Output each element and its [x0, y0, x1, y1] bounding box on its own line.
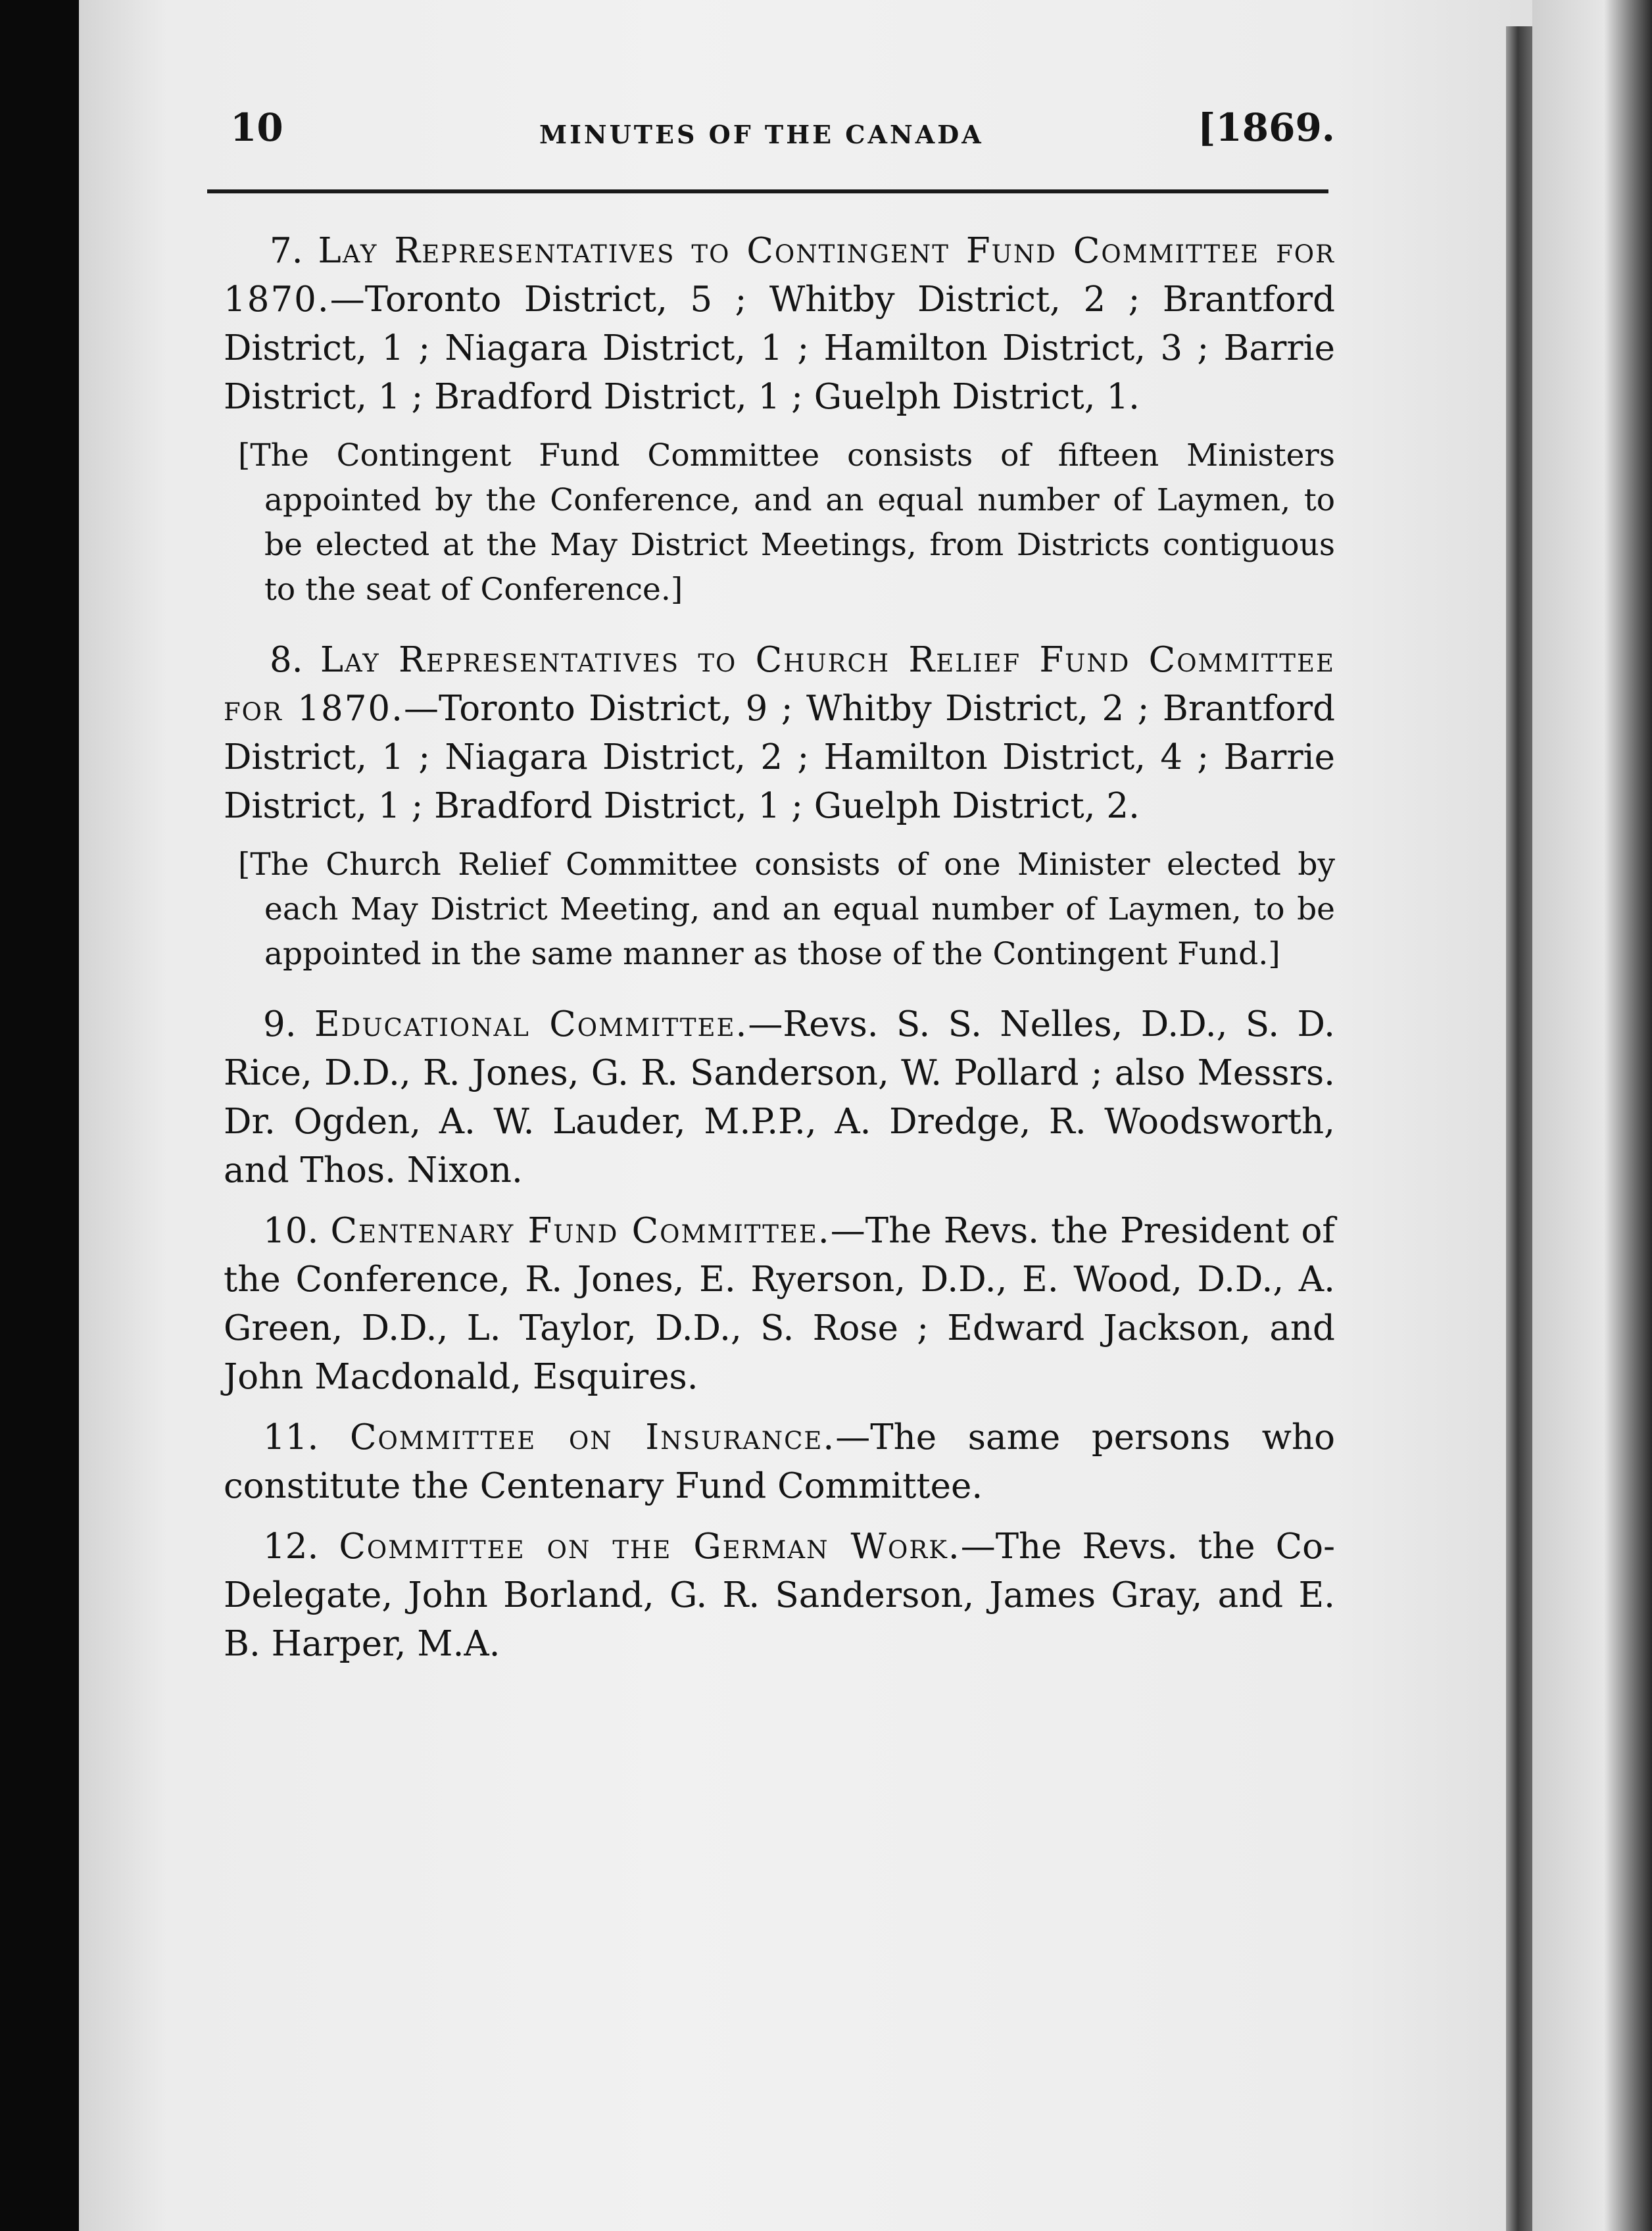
section-text: —The Revs. the Co-Delegate, John Borland, G. R. Sanderson, James Gray, and E. B. Harper, M.A. [224, 1527, 1335, 1664]
header-rule [207, 189, 1328, 193]
section-text: —Toronto District, 5 ; Whitby District, 2 ; Brantford District, 1 ; Niagara District, 1 ; Hamilton District, 3 ; Barrie District, 1 ; Bradford District, 1 ; Guelph District, 1. [224, 280, 1335, 417]
page-year: [1869. [1197, 105, 1335, 150]
section-8 [224, 636, 1335, 831]
section-9 [224, 1000, 1335, 1195]
section-title: Committee on the German Work. [339, 1527, 961, 1567]
section-text: —Toronto District, 9 ; Whitby District, 2 ; Brantford District, 1 ; Niagara District, 2 ; Hamilton District, 4 ; Barrie District, 1 ; Bradford District, 1 ; Guelph District, 2. [224, 689, 1335, 826]
section-title: Centenary Fund Committee. [330, 1211, 831, 1251]
section-number: 11. [263, 1417, 319, 1458]
section-10 [224, 1207, 1335, 1402]
section-text: —The same persons who constitute the Centenary Fund Committee. [224, 1417, 1335, 1506]
section-number: 12. [263, 1527, 319, 1567]
section-number: 9. [263, 1004, 297, 1044]
facing-page-edge [1532, 0, 1652, 2231]
section-12 [224, 1523, 1335, 1669]
running-title: MINUTES OF THE CANADA [539, 120, 984, 149]
section-text: —Revs. S. S. Nelles, D.D., S. D. Rice, D.D., R. Jones, G. R. Sanderson, W. Pollard ; also Messrs. Dr. Ogden, A. W. Lauder, M.P.P., A. Dredge, R. Woodsworth, and Thos. Nixon. [224, 1004, 1335, 1190]
page-header [230, 105, 1335, 158]
section-title: Committee on Insurance. [349, 1417, 836, 1458]
section-8-note: [The Church Relief Committee consists of one Minister elected by each May District Meeting, and an equal number of Laymen, to be appointed in the same manner as those of the Contingent Fund.] [238, 846, 1335, 972]
section-7-note: [The Contingent Fund Committee consists of fifteen Ministers appointed by the Conference, and an equal number of Laymen, to be elected at the May District Meetings, from Districts contiguous to the seat of Conference.] [238, 437, 1335, 608]
section-7 [224, 227, 1335, 422]
page-body [224, 227, 1335, 1680]
book-spine [1506, 26, 1532, 2231]
section-title: Lay Representatives to Church Relief Fund Committee for 1870. [224, 640, 1335, 729]
section-title: Lay Representatives to Contingent Fund Committee for 1870. [224, 231, 1335, 320]
page-number: 10 [230, 105, 283, 150]
section-number: 8. [270, 640, 303, 680]
section-number: 10. [263, 1211, 319, 1251]
section-number: 7. [270, 231, 303, 271]
section-11 [224, 1413, 1335, 1511]
section-title: Educational Committee. [314, 1004, 748, 1044]
section-text: —The Revs. the President of the Conference, R. Jones, E. Ryerson, D.D., E. Wood, D.D., A. Green, D.D., L. Taylor, D.D., S. Rose ; Edward Jackson, and John Macdonald, Esquires. [224, 1211, 1335, 1397]
